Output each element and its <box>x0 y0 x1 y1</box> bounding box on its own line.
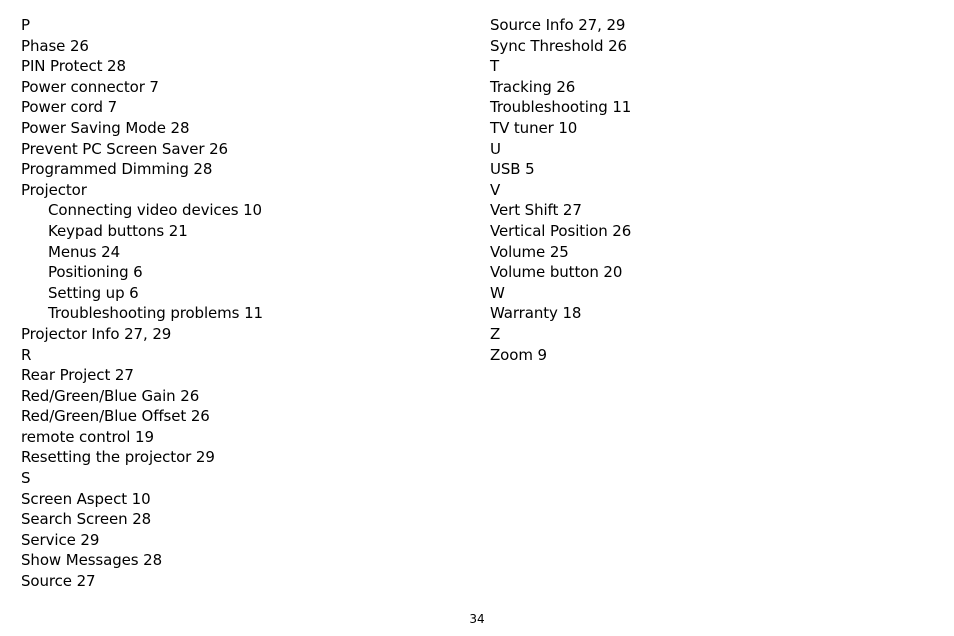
index-entry-warranty-18: Warranty 18 <box>490 304 582 323</box>
index-entry-red-green-blue-gain-26: Red/Green/Blue Gain 26 <box>21 386 200 405</box>
index-entry-screen-aspect-10: Screen Aspect 10 <box>21 489 151 508</box>
index-letter-heading-v: V <box>490 180 501 199</box>
index-entry-resetting-the-projector-29: Resetting the projector 29 <box>21 448 215 467</box>
index-entry-tv-tuner-10: TV tuner 10 <box>490 118 578 137</box>
index-entry-programmed-dimming-28: Programmed Dimming 28 <box>21 160 213 179</box>
index-entry-search-screen-28: Search Screen 28 <box>21 510 152 529</box>
index-entry-rear-project-27: Rear Project 27 <box>21 366 134 385</box>
index-subentry-positioning-6: Positioning 6 <box>48 263 143 282</box>
index-letter-heading-p: P <box>21 16 30 34</box>
index-entry-volume-25: Volume 25 <box>490 242 569 261</box>
index-subentry-menus-24: Menus 24 <box>48 242 121 261</box>
index-entry-service-29: Service 29 <box>21 530 100 549</box>
index-left-column <box>21 15 263 592</box>
index-letter-heading-w: W <box>490 283 505 302</box>
index-entry-power-connector-7: Power connector 7 <box>21 77 159 96</box>
index-entry-troubleshooting-11: Troubleshooting 11 <box>490 98 632 117</box>
index-subentry-setting-up-6: Setting up 6 <box>48 283 139 302</box>
index-entry-projector: Projector <box>21 180 87 199</box>
index-entry-zoom-9: Zoom 9 <box>490 345 547 364</box>
index-entry-red-green-blue-offset-26: Red/Green/Blue Offset 26 <box>21 407 210 426</box>
index-letter-heading-t: T <box>490 57 500 76</box>
index-entry-phase-26: Phase 26 <box>21 36 89 55</box>
index-entry-show-messages-28: Show Messages 28 <box>21 551 163 570</box>
index-entry-prevent-pc-screen-saver-26: Prevent PC Screen Saver 26 <box>21 139 228 158</box>
index-entry-remote-control-19: remote control 19 <box>21 427 154 446</box>
index-subentry-troubleshooting-problems-11: Troubleshooting problems 11 <box>48 304 263 323</box>
index-entry-vert-shift-27: Vert Shift 27 <box>490 201 582 220</box>
index-entry-projector-info-27-29: Projector Info 27, 29 <box>21 324 172 343</box>
index-entry-tracking-26: Tracking 26 <box>490 77 576 96</box>
index-subentry-keypad-buttons-21: Keypad buttons 21 <box>48 221 188 240</box>
index-letter-heading-z: Z <box>490 324 501 343</box>
page-number: 34 <box>469 612 485 626</box>
index-entry-source-info-27-29: Source Info 27, 29 <box>490 16 626 34</box>
index-entry-power-cord-7: Power cord 7 <box>21 98 118 117</box>
index-letter-heading-r: R <box>21 345 32 364</box>
index-right-column <box>490 15 631 365</box>
index-letter-heading-s: S <box>21 469 31 488</box>
index-entry-sync-threshold-26: Sync Threshold 26 <box>490 36 627 55</box>
index-letter-heading-u: U <box>490 139 501 158</box>
index-entry-power-saving-mode-28: Power Saving Mode 28 <box>21 118 190 137</box>
index-entry-pin-protect-28: PIN Protect 28 <box>21 57 126 76</box>
index-subentry-connecting-video-devices-10: Connecting video devices 10 <box>48 201 262 220</box>
index-entry-volume-button-20: Volume button 20 <box>490 263 623 282</box>
index-entry-source-27: Source 27 <box>21 572 96 591</box>
index-entry-vertical-position-26: Vertical Position 26 <box>490 221 632 240</box>
index-entry-usb-5: USB 5 <box>490 160 535 179</box>
